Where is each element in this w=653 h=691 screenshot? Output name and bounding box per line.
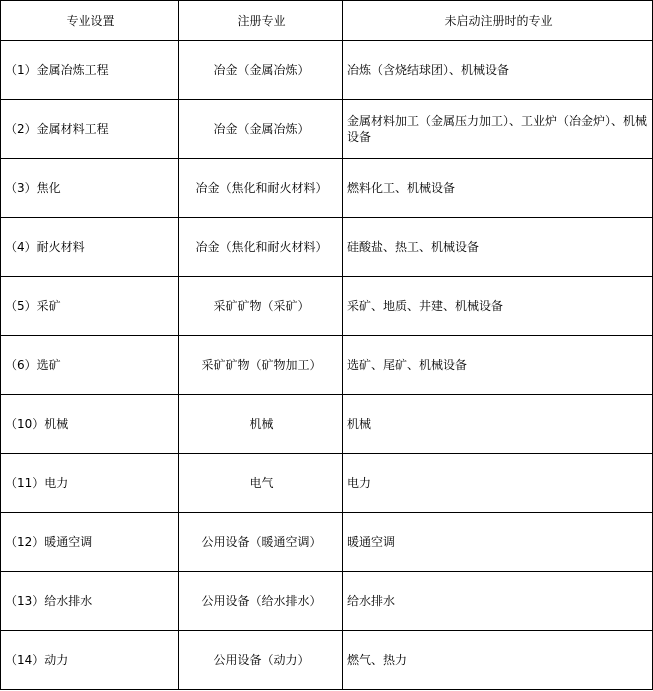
cell-previous: 燃料化工、机械设备 [343,159,653,218]
table-row [1,454,653,513]
cell-registered: 采矿矿物（采矿） [179,277,343,336]
table-row [1,395,653,454]
cell-registered: 公用设备（给水排水） [179,572,343,631]
header-registered: 注册专业 [179,1,343,41]
header-major: 专业设置 [1,1,179,41]
cell-major: （3）焦化 [1,159,179,218]
cell-major: （14）动力 [1,631,179,690]
cell-major: （2）金属材料工程 [1,100,179,159]
cell-registered: 机械 [179,395,343,454]
cell-registered: 公用设备（暖通空调） [179,513,343,572]
cell-previous: 机械 [343,395,653,454]
table-row [1,513,653,572]
cell-major: （12）暖通空调 [1,513,179,572]
table-row [1,631,653,690]
cell-registered: 冶金（焦化和耐火材料） [179,218,343,277]
cell-registered: 电气 [179,454,343,513]
cell-major: （10）机械 [1,395,179,454]
table-row [1,218,653,277]
cell-previous: 暖通空调 [343,513,653,572]
cell-registered: 采矿矿物（矿物加工） [179,336,343,395]
cell-major: （4）耐火材料 [1,218,179,277]
cell-previous: 电力 [343,454,653,513]
cell-major: （11）电力 [1,454,179,513]
table-row [1,277,653,336]
table-row [1,159,653,218]
cell-major: （13）给水排水 [1,572,179,631]
cell-registered: 冶金（金属冶炼） [179,100,343,159]
cell-previous: 金属材料加工（金属压力加工）、工业炉（冶金炉）、机械设备 [343,100,653,159]
table-row [1,336,653,395]
cell-previous: 给水排水 [343,572,653,631]
cell-registered: 冶金（焦化和耐火材料） [179,159,343,218]
cell-previous: 硅酸盐、热工、机械设备 [343,218,653,277]
cell-previous: 冶炼（含烧结球团）、机械设备 [343,41,653,100]
cell-major: （1）金属冶炼工程 [1,41,179,100]
cell-registered: 冶金（金属冶炼） [179,41,343,100]
cell-previous: 选矿、尾矿、机械设备 [343,336,653,395]
table-row [1,100,653,159]
cell-previous: 燃气、热力 [343,631,653,690]
cell-registered: 公用设备（动力） [179,631,343,690]
table-row [1,41,653,100]
header-previous: 未启动注册时的专业 [343,1,653,41]
cell-major: （6）选矿 [1,336,179,395]
table-header-row [1,1,653,41]
cell-previous: 采矿、地质、井建、机械设备 [343,277,653,336]
cell-major: （5）采矿 [1,277,179,336]
table-row [1,572,653,631]
